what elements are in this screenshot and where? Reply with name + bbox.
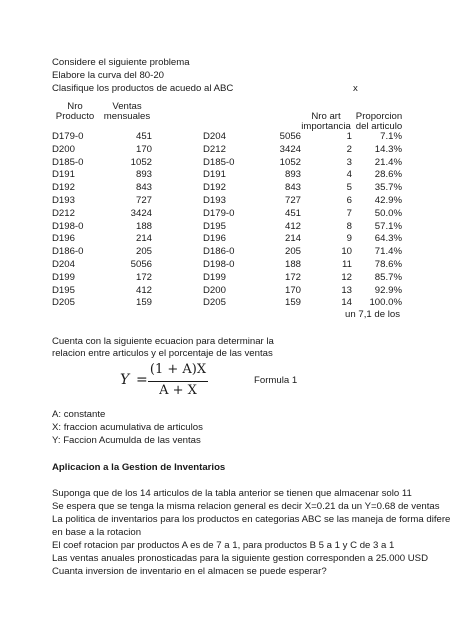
right-proportion-cell: 92.9% bbox=[374, 285, 402, 296]
left-sales-cell: 843 bbox=[135, 182, 152, 193]
right-proportion-cell: 21.4% bbox=[374, 157, 402, 168]
right-sales-cell: 412 bbox=[284, 221, 301, 232]
left-sales-cell: 1052 bbox=[130, 157, 152, 168]
left-sales-cell: 893 bbox=[135, 169, 152, 180]
right-rank-cell: 7 bbox=[346, 208, 352, 219]
right-proportion-cell: 42.9% bbox=[374, 195, 402, 206]
right-header-importancia: importancia bbox=[301, 121, 351, 132]
section-title: Aplicacion a la Gestion de Inventarios bbox=[52, 462, 226, 473]
left-header-ventas: Ventas bbox=[112, 101, 142, 112]
right-product-cell: D186-0 bbox=[203, 246, 235, 257]
left-product-cell: D186-0 bbox=[52, 246, 84, 257]
right-sales-cell: 451 bbox=[284, 208, 301, 219]
left-product-cell: D199 bbox=[52, 272, 75, 283]
right-proportion-cell: 64.3% bbox=[374, 233, 402, 244]
right-proportion-cell: 57.1% bbox=[374, 221, 402, 232]
right-proportion-cell: 28.6% bbox=[374, 169, 402, 180]
left-product-cell: D205 bbox=[52, 297, 75, 308]
right-proportion-cell: 71.4% bbox=[374, 246, 402, 257]
right-rank-cell: 1 bbox=[346, 131, 352, 142]
right-sales-cell: 214 bbox=[284, 233, 301, 244]
right-rank-cell: 10 bbox=[341, 246, 352, 257]
formula-numerator: (1 + A)X bbox=[149, 362, 207, 377]
right-sales-cell: 188 bbox=[284, 259, 301, 270]
right-proportion-cell: 7.1% bbox=[380, 131, 402, 142]
right-proportion-cell: 85.7% bbox=[374, 272, 402, 283]
paragraph-line-6: Las ventas anuales pronosticadas para la siguiente gestion corresponden a 25.000 USD bbox=[52, 553, 429, 564]
left-sales-cell: 188 bbox=[135, 221, 152, 232]
equation-intro-line-2: relacion entre articulos y el porcentaje de las ventas bbox=[52, 348, 273, 359]
right-sales-cell: 843 bbox=[284, 182, 301, 193]
right-product-cell: D199 bbox=[203, 272, 226, 283]
left-sales-cell: 727 bbox=[135, 195, 152, 206]
right-sales-cell: 205 bbox=[284, 246, 301, 257]
left-header-mensuales: mensuales bbox=[103, 111, 151, 122]
left-header-nro: Nro bbox=[67, 101, 83, 112]
right-header-nro-art: Nro art bbox=[311, 111, 341, 122]
formula-1 bbox=[120, 362, 210, 402]
right-product-cell: D185-0 bbox=[203, 157, 235, 168]
right-rank-cell: 11 bbox=[342, 259, 352, 270]
left-sales-cell: 214 bbox=[135, 233, 152, 244]
left-product-cell: D191 bbox=[52, 169, 75, 180]
left-sales-cell: 205 bbox=[135, 246, 152, 257]
left-sales-cell: 412 bbox=[135, 285, 152, 296]
paragraph-line-3: La politica de inventarios para los productos en categorias ABC se las maneja de forma difere bbox=[52, 514, 451, 525]
left-product-cell: D195 bbox=[52, 285, 75, 296]
right-rank-cell: 8 bbox=[346, 221, 352, 232]
definition-a: A: constante bbox=[52, 409, 106, 420]
intro-line-2: Elabore la curva del 80-20 bbox=[52, 70, 164, 81]
right-product-cell: D196 bbox=[203, 233, 226, 244]
left-product-cell: D212 bbox=[52, 208, 75, 219]
right-proportion-cell: 100.0% bbox=[369, 297, 402, 308]
right-product-cell: D204 bbox=[203, 131, 226, 142]
right-rank-cell: 9 bbox=[346, 233, 352, 244]
right-product-cell: D212 bbox=[203, 144, 226, 155]
right-rank-cell: 5 bbox=[346, 182, 352, 193]
right-product-cell: D205 bbox=[203, 297, 226, 308]
right-product-cell: D195 bbox=[203, 221, 226, 232]
intro-x-mark: x bbox=[353, 83, 358, 94]
right-sales-cell: 170 bbox=[284, 285, 301, 296]
right-rank-cell: 4 bbox=[346, 169, 352, 180]
definition-y: Y: Faccion Acumulda de las ventas bbox=[52, 435, 201, 446]
left-product-cell: D179-0 bbox=[52, 131, 84, 142]
left-product-cell: D185-0 bbox=[52, 157, 84, 168]
formula-lhs: Y bbox=[120, 372, 130, 388]
right-rank-cell: 13 bbox=[341, 285, 352, 296]
formula-equals: = bbox=[136, 372, 148, 388]
left-sales-cell: 172 bbox=[135, 272, 152, 283]
right-rank-cell: 3 bbox=[346, 157, 352, 168]
paragraph-line-4: en base a la rotacion bbox=[52, 527, 142, 538]
right-product-cell: D192 bbox=[203, 182, 226, 193]
left-sales-cell: 3424 bbox=[130, 208, 152, 219]
left-product-cell: D200 bbox=[52, 144, 75, 155]
table-footnote: un 7,1 de los bbox=[345, 309, 400, 320]
left-product-cell: D192 bbox=[52, 182, 75, 193]
right-proportion-cell: 78.6% bbox=[374, 259, 402, 270]
intro-line-1: Considere el siguiente problema bbox=[52, 57, 190, 68]
right-sales-cell: 5056 bbox=[279, 131, 301, 142]
right-product-cell: D191 bbox=[203, 169, 226, 180]
right-rank-cell: 6 bbox=[346, 195, 352, 206]
left-sales-cell: 451 bbox=[135, 131, 152, 142]
definition-x: X: fraccion acumulativa de articulos bbox=[52, 422, 203, 433]
right-proportion-cell: 35.7% bbox=[374, 182, 402, 193]
left-sales-cell: 159 bbox=[135, 297, 152, 308]
right-rank-cell: 12 bbox=[341, 272, 352, 283]
paragraph-line-2: Se espera que se tenga la misma relacion general es decir X=0.21 da un Y=0.68 de ventas bbox=[52, 501, 440, 512]
right-sales-cell: 1052 bbox=[279, 157, 301, 168]
left-sales-cell: 170 bbox=[135, 144, 152, 155]
right-sales-cell: 727 bbox=[284, 195, 301, 206]
paragraph-line-7: Cuanta inversion de inventario en el almacen se puede esperar? bbox=[52, 566, 327, 577]
paragraph-line-5: El coef rotacion par productos A es de 7 a 1, para productos B 5 a 1 y C de 3 a 1 bbox=[52, 540, 395, 551]
right-product-cell: D193 bbox=[203, 195, 226, 206]
right-proportion-cell: 50.0% bbox=[374, 208, 402, 219]
left-sales-cell: 5056 bbox=[130, 259, 152, 270]
right-rank-cell: 2 bbox=[346, 144, 352, 155]
equation-intro-line-1: Cuenta con la siguiente ecuacion para determinar la bbox=[52, 336, 274, 347]
right-sales-cell: 172 bbox=[284, 272, 301, 283]
right-proportion-cell: 14.3% bbox=[374, 144, 402, 155]
right-product-cell: D198-0 bbox=[203, 259, 235, 270]
right-header-del-articulo: del articulo bbox=[355, 121, 403, 132]
left-header-producto: Producto bbox=[55, 111, 95, 122]
left-product-cell: D198-0 bbox=[52, 221, 84, 232]
formula-denominator: A + X bbox=[159, 383, 197, 398]
right-header-proporcion: Proporcion bbox=[355, 111, 403, 122]
left-product-cell: D204 bbox=[52, 259, 75, 270]
left-product-cell: D196 bbox=[52, 233, 75, 244]
right-sales-cell: 3424 bbox=[279, 144, 301, 155]
intro-line-3: Clasifique los productos de acuedo al ABC bbox=[52, 83, 234, 94]
paragraph-line-1: Suponga que de los 14 articulos de la tabla anterior se tienen que almacenar solo 11 bbox=[52, 488, 412, 499]
right-sales-cell: 159 bbox=[284, 297, 301, 308]
right-product-cell: D200 bbox=[203, 285, 226, 296]
left-product-cell: D193 bbox=[52, 195, 75, 206]
formula-fraction-bar bbox=[148, 381, 208, 382]
right-sales-cell: 893 bbox=[284, 169, 301, 180]
right-product-cell: D179-0 bbox=[203, 208, 235, 219]
formula-label: Formula 1 bbox=[254, 375, 298, 386]
right-rank-cell: 14 bbox=[341, 297, 352, 308]
